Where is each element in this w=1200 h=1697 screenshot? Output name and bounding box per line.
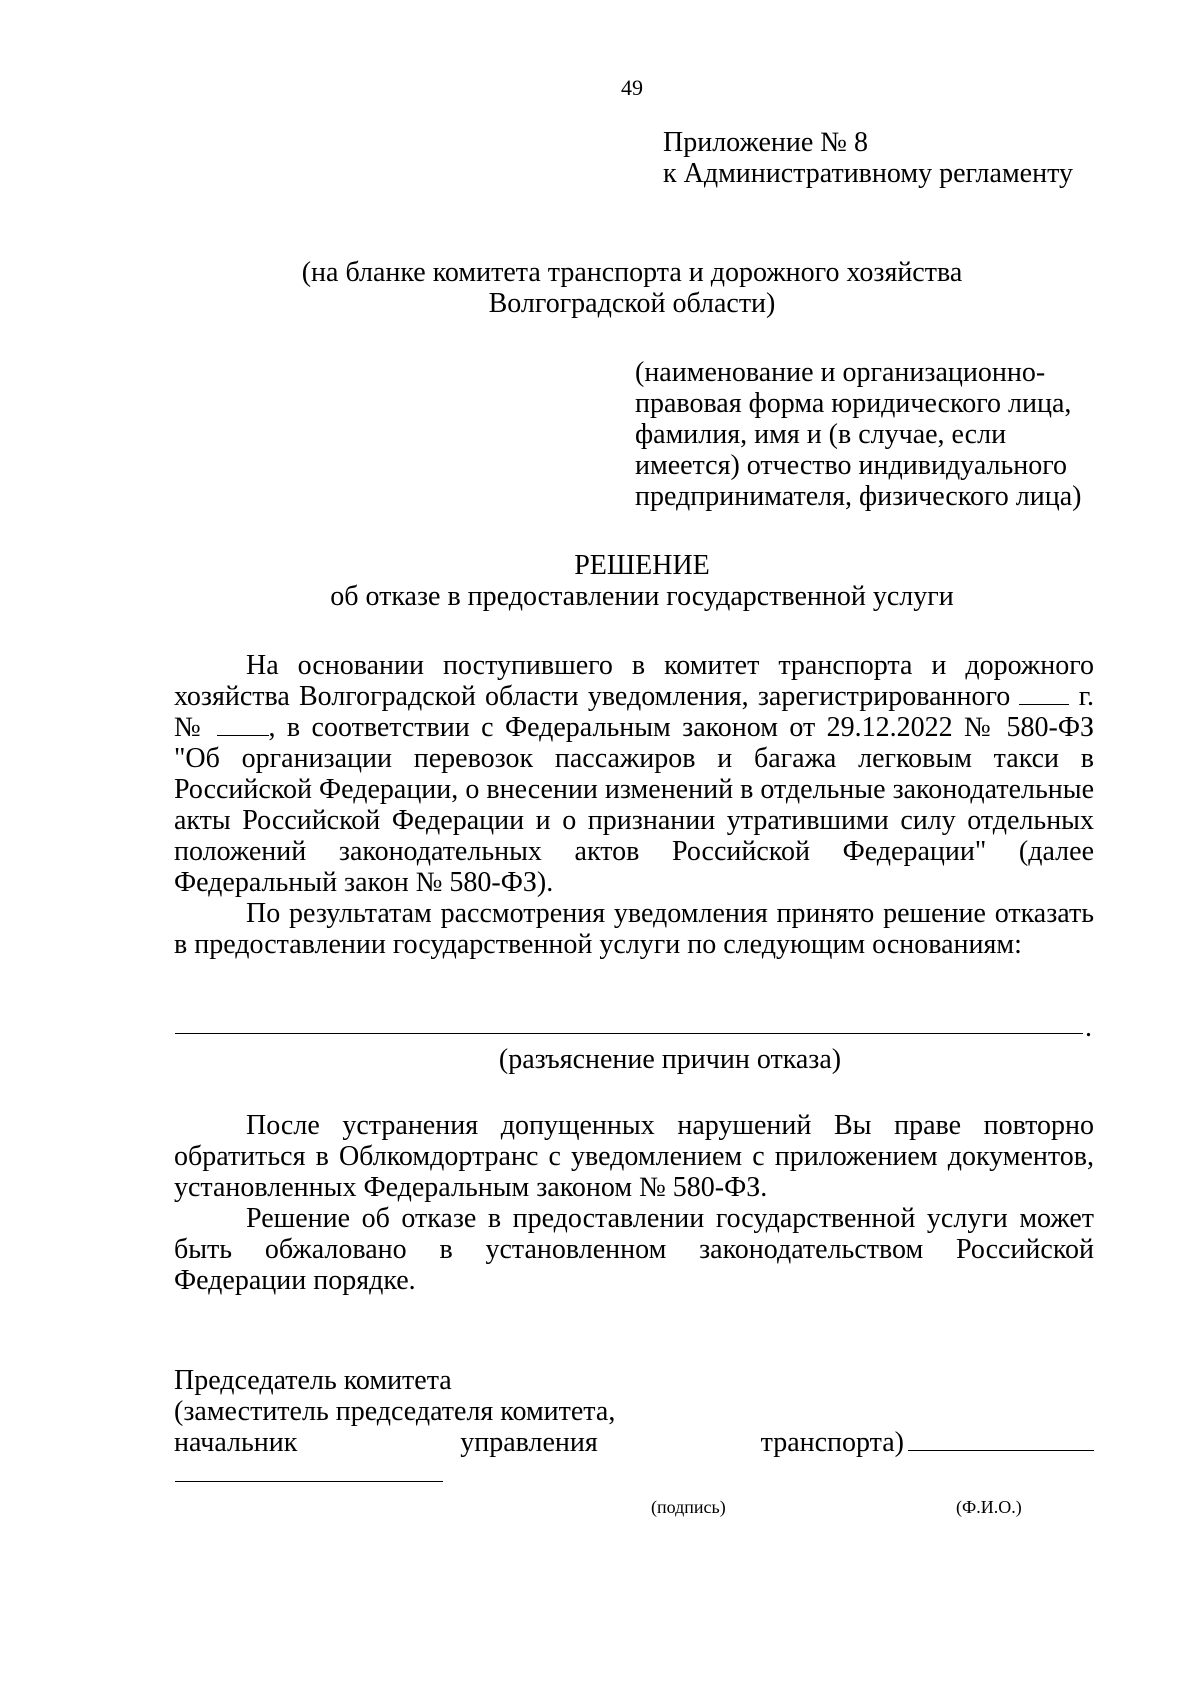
registration-number-blank: [217, 715, 269, 736]
signature-block: [174, 1365, 1094, 1458]
name-blank: [175, 1481, 443, 1482]
registration-date-blank: [1019, 684, 1069, 705]
decision-body: [174, 650, 1094, 960]
reason-dot: .: [1085, 1012, 1092, 1043]
signer-title-line-3: [174, 1427, 1094, 1458]
letterhead-note-line-1: (на бланке комитета транспорта и дорожного хозяйства: [301, 257, 963, 288]
title-main: РЕШЕНИЕ: [574, 550, 710, 581]
signer-word-transport: транспорта): [760, 1427, 904, 1458]
signature-blank: [908, 1428, 1094, 1451]
signer-title-line-1: Председатель комитета: [174, 1365, 452, 1396]
paragraph-reapply: После устранения допущенных нарушений Вы праве повторно обратиться в Облкомдортранс с уведомлением с приложением документов, установленных Федеральным законом № 580-ФЗ.: [174, 1110, 1094, 1203]
signer-word-transport-group: [761, 1427, 1094, 1458]
addressee-line-1: (наименование и организационно-: [635, 357, 1046, 388]
paragraph-basis: [174, 650, 1094, 898]
letterhead-note: [0, 257, 1200, 319]
signer-word-department: управления: [460, 1427, 598, 1458]
addressee-line-5: предпринимателя, физического лица): [635, 481, 1082, 512]
page-number: 49: [621, 75, 643, 100]
appendix-line-2: к Административному регламенту: [663, 158, 1073, 189]
paragraph-result: По результатам рассмотрения уведомления принято решение отказать в предоставлении государственной услуги по следующим основаниям:: [174, 898, 1094, 960]
signer-title-line-2: (заместитель председателя комитета,: [174, 1396, 616, 1427]
title-sub: об отказе в предоставлении государственной услуги: [330, 581, 954, 612]
addressee-line-3: фамилия, имя и (в случае, если: [635, 419, 1007, 450]
paragraph-basis-part-3: , в соответствии с Федеральным законом от 29.12.2022 № 580-ФЗ "Об организации перевозок пассажиров и багажа легковым такси в Российской Федерации, о внесении изменений в отдельные законодательные акты Российской Федерации и о признании утратившими силу отдельных положений законодательных актов Российской Федерации" (далее Федеральный закон № 580-ФЗ).: [174, 712, 1094, 898]
paragraph-appeal: Решение об отказе в предоставлении государственной услуги может быть обжаловано в установленном законодательством Российской Федерации порядке.: [174, 1203, 1094, 1296]
signer-word-head: начальник: [174, 1427, 298, 1458]
paragraph-basis-part-2: г. №: [174, 681, 1095, 743]
addressee-block: [635, 357, 1095, 512]
decision-body-continued: [174, 1110, 1094, 1296]
full-name-caption: (Ф.И.О.): [956, 1497, 1022, 1517]
paragraph-basis-part-1: На основании поступившего в комитет транспорта и дорожного хозяйства Волгоградской области уведомления, зарегистрированного: [174, 650, 1094, 712]
letterhead-note-line-2: Волгоградской области): [488, 288, 776, 319]
appendix-heading: [663, 127, 1073, 189]
document-title: [0, 550, 1200, 612]
signature-caption: (подпись): [651, 1497, 726, 1517]
addressee-line-4: имеется) отчество индивидуального: [635, 450, 1068, 481]
appendix-line-1: Приложение № 8: [663, 127, 868, 158]
reason-caption: (разъяснение причин отказа): [498, 1044, 842, 1075]
reason-line: [175, 1033, 1083, 1034]
addressee-line-2: правовая форма юридического лица,: [635, 388, 1072, 419]
